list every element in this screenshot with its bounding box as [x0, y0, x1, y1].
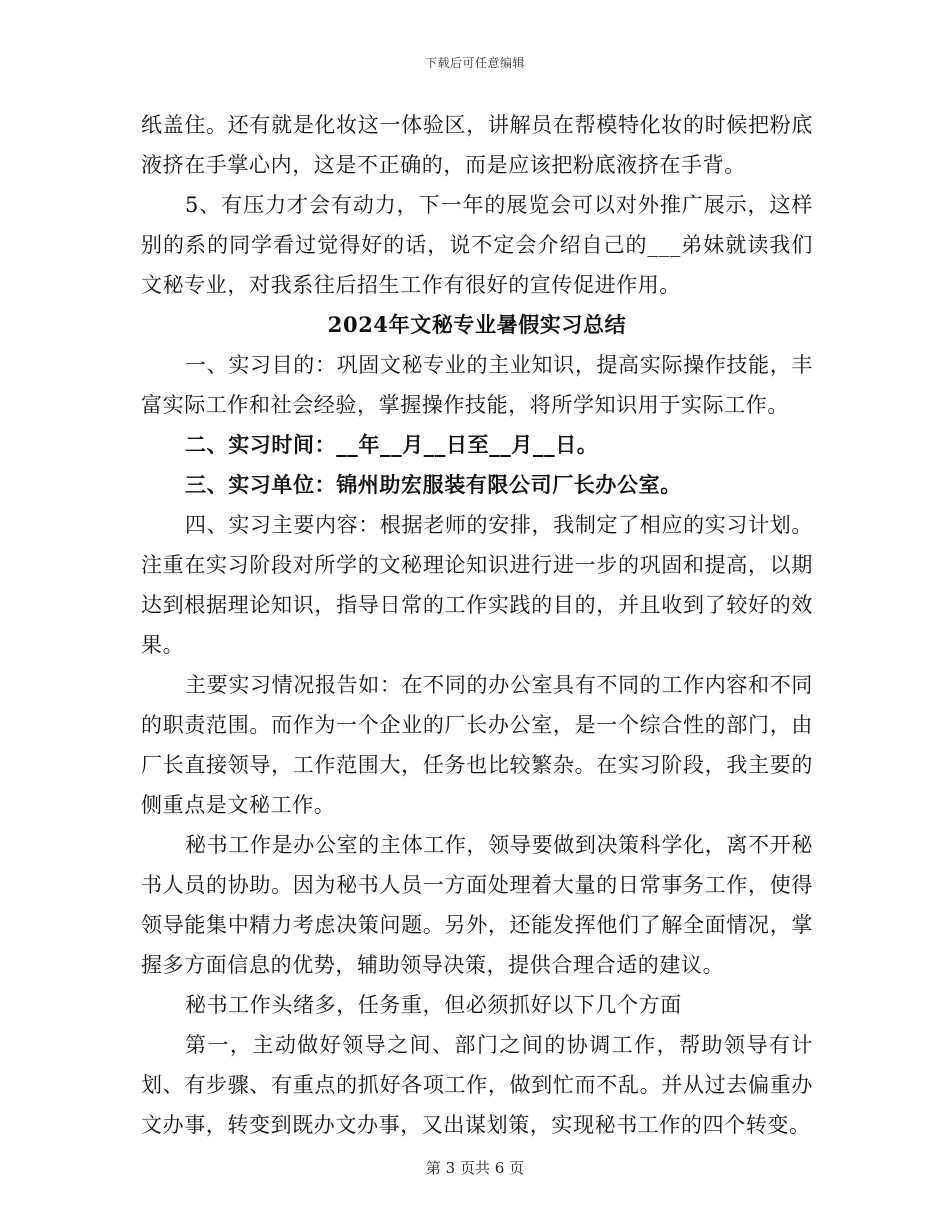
paragraph-content: 四、实习主要内容：根据老师的安排，我制定了相应的实习计划。注重在实习阶段对所学的文秘理论知识进行进一步的巩固和提高，以期达到根据理论知识，指导日常的工作实践的目的，并且收到了较好的效果。	[141, 513, 813, 657]
paragraph-report: 主要实习情况报告如：在不同的办公室具有不同的工作内容和不同的职责范围。而作为一个企业的厂长办公室，是一个综合性的部门，由厂长直接领导，工作范围大，任务也比较繁杂。在实习阶段，我主要的侧重点是文秘工作。	[141, 673, 813, 817]
section-title: 2024年文秘专业暑假实习总结	[327, 312, 627, 337]
paragraph-point-5: 5、有压力才会有动力，下一年的展览会可以对外推广展示，这样别的系的同学看过觉得好的话，说不定会介绍自己的___弟妹就读我们文秘专业，对我系往后招生工作有很好的宣传促进作用。	[141, 193, 813, 297]
page-footer: 第 3 页共 6 页	[425, 1159, 525, 1177]
document-body	[141, 105, 813, 1145]
paragraph-continuation: 纸盖住。还有就是化妆这一体验区，讲解员在帮模特化妆的时候把粉底液挤在手掌心内，这是不正确的，而是应该把粉底液挤在手背。	[141, 113, 813, 177]
page-header: 下载后可任意编辑	[424, 56, 525, 70]
paragraph-first-aspect: 第一，主动做好领导之间、部门之间的协调工作，帮助领导有计划、有步骤、有重点的抓好各项工作，做到忙而不乱。并从过去偏重办文办事，转变到既办文办事，又出谋划策，实现秘书工作的四个转变。	[141, 1033, 813, 1137]
paragraph-aspects: 秘书工作头绪多，任务重，但必须抓好以下几个方面	[185, 993, 682, 1017]
paragraph-time: 二、实习时间：__年__月__日至__月__日。	[185, 432, 599, 457]
paragraph-secretary-work: 秘书工作是办公室的主体工作，领导要做到决策科学化，离不开秘书人员的协助。因为秘书人员一方面处理着大量的日常事务工作，使得领导能集中精力考虑决策问题。另外，还能发挥他们了解全面情况，掌握多方面信息的优势，辅助领导决策，提供合理合适的建议。	[141, 833, 813, 977]
paragraph-purpose: 一、实习目的：巩固文秘专业的主业知识，提高实际操作技能，丰富实际工作和社会经验，掌握操作技能，将所学知识用于实际工作。	[141, 353, 813, 417]
paragraph-unit: 三、实习单位：锦州助宏服装有限公司厂长办公室。	[185, 472, 682, 497]
